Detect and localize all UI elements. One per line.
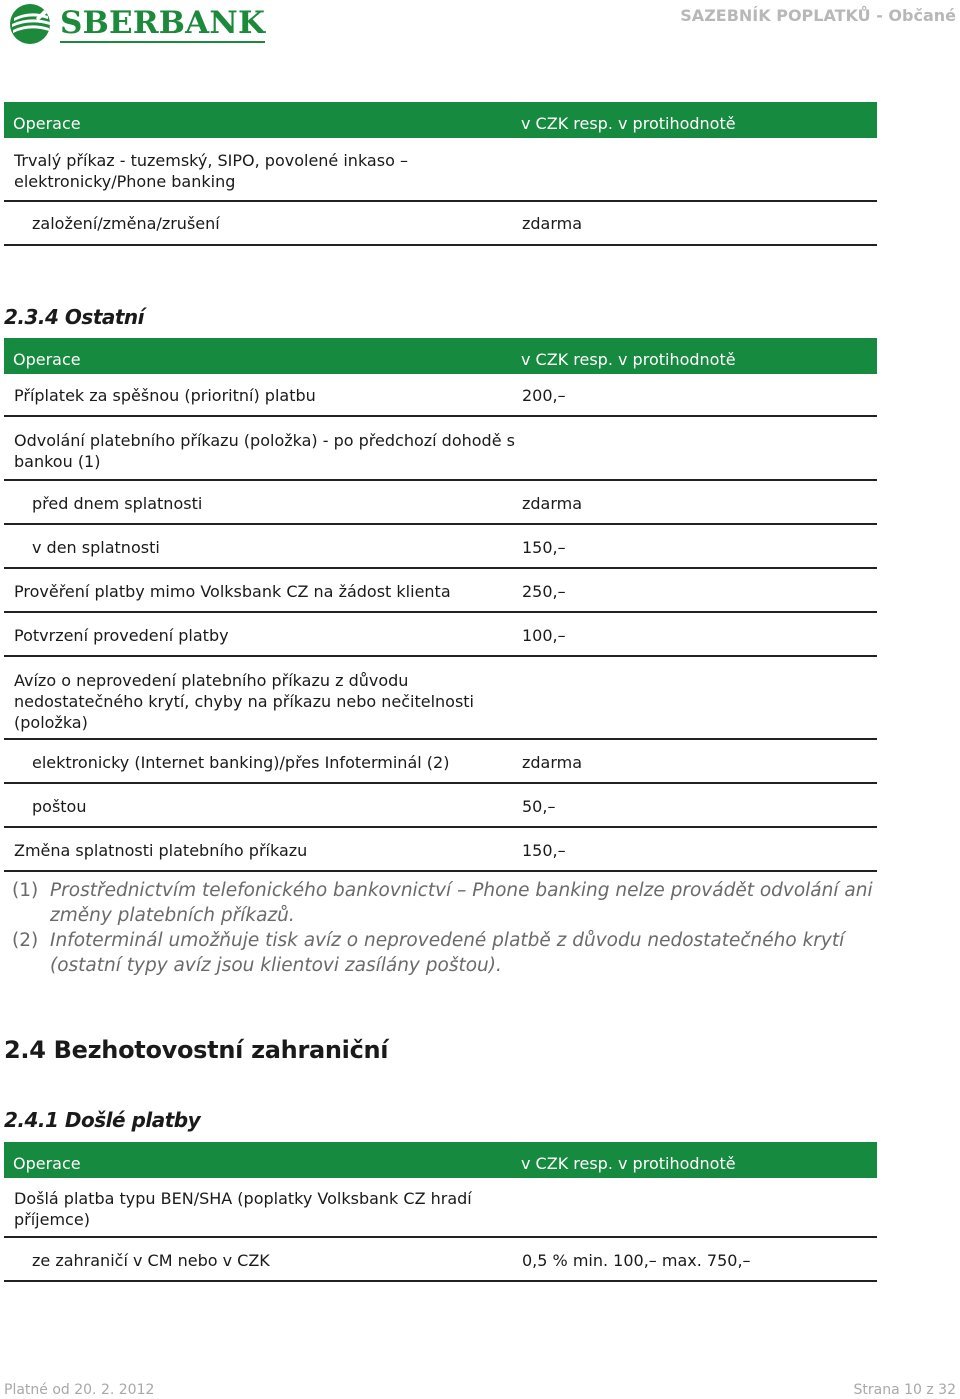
footnote bbox=[12, 928, 892, 978]
footnote-text: Prostřednictvím telefonického bankovnictví – Phone banking nelze provádět odvolání ani změny platebních příkazů. bbox=[50, 880, 873, 926]
row-label: Příplatek za spěšnou (prioritní) platbu bbox=[14, 386, 316, 405]
header-col-value: v CZK resp. v protihodnotě bbox=[521, 1154, 736, 1173]
brand-name: SBERBANK bbox=[60, 4, 266, 41]
row-label: Došlá platba typu BEN/SHA (poplatky Volksbank CZ hradí příjemce) bbox=[14, 1189, 472, 1229]
footnote-number: (2) bbox=[12, 930, 39, 951]
row-value: 100,– bbox=[522, 626, 566, 645]
row-value: 0,5 % min. 100,– max. 750,– bbox=[522, 1251, 751, 1270]
table-row bbox=[4, 202, 877, 246]
row-value: 250,– bbox=[522, 582, 566, 601]
table-header bbox=[4, 1142, 877, 1178]
footnotes bbox=[12, 878, 892, 978]
table-row bbox=[4, 138, 877, 202]
header-col-operation: Operace bbox=[13, 114, 81, 133]
row-label: Potvrzení provedení platby bbox=[14, 626, 229, 645]
row-label: elektronicky (Internet banking)/přes Infoterminál (2) bbox=[32, 753, 450, 772]
row-label: Prověření platby mimo Volksbank CZ na žádost klienta bbox=[14, 582, 451, 601]
valid-from: Platné od 20. 2. 2012 bbox=[4, 1382, 155, 1398]
row-label: v den splatnosti bbox=[32, 538, 160, 557]
table-row bbox=[4, 784, 877, 828]
table-row bbox=[4, 613, 877, 657]
document-title: SAZEBNÍK POPLATKŮ - Občané bbox=[680, 6, 956, 25]
row-label: Odvolání platebního příkazu (položka) - po předchozí dohodě s bankou (1) bbox=[14, 431, 515, 471]
row-label: založení/změna/zrušení bbox=[32, 214, 220, 233]
table-row bbox=[4, 569, 877, 613]
table-row bbox=[4, 481, 877, 525]
table-row bbox=[4, 525, 877, 569]
footnote bbox=[12, 878, 892, 928]
sberbank-logo-icon bbox=[8, 2, 52, 46]
row-label: před dnem splatnosti bbox=[32, 494, 203, 513]
table-row bbox=[4, 417, 877, 481]
header-col-operation: Operace bbox=[13, 1154, 81, 1173]
section-heading-2-3-4: 2.3.4 Ostatní bbox=[4, 305, 145, 329]
row-value: 150,– bbox=[522, 841, 566, 860]
row-label: ze zahraničí v CM nebo v CZK bbox=[32, 1251, 270, 1270]
footnote-number: (1) bbox=[12, 880, 39, 901]
row-value: 50,– bbox=[522, 797, 556, 816]
table-row bbox=[4, 657, 877, 740]
section-heading-2-4-1: 2.4.1 Došlé platby bbox=[4, 1108, 201, 1132]
header-col-value: v CZK resp. v protihodnotě bbox=[521, 114, 736, 133]
header-col-operation: Operace bbox=[13, 350, 81, 369]
footnote-text: Infoterminál umožňuje tisk avíz o neprovedené platbě z důvodu nedostatečného krytí (ostatní typy avíz jsou klientovi zasílány poštou). bbox=[50, 930, 845, 976]
header-col-value: v CZK resp. v protihodnotě bbox=[521, 350, 736, 369]
row-label: Avízo o neprovedení platebního příkazu z důvodu nedostatečného krytí, chyby na příkazu nebo nečitelnosti (položka) bbox=[14, 671, 474, 732]
table-row bbox=[4, 1178, 877, 1238]
table-row bbox=[4, 828, 877, 872]
row-value: zdarma bbox=[522, 214, 583, 233]
row-label: Trvalý příkaz - tuzemský, SIPO, povolené inkaso – elektronicky/Phone banking bbox=[14, 151, 408, 191]
table-header bbox=[4, 338, 877, 374]
row-label: poštou bbox=[32, 797, 87, 816]
row-label: Změna splatnosti platebního příkazu bbox=[14, 841, 308, 860]
row-value: zdarma bbox=[522, 494, 583, 513]
table-header bbox=[4, 102, 877, 138]
sberbank-logo bbox=[8, 2, 265, 46]
table-row bbox=[4, 1238, 877, 1282]
section-heading-2-4: 2.4 Bezhotovostní zahraniční bbox=[4, 1036, 389, 1064]
table-row bbox=[4, 740, 877, 784]
fees-table-other bbox=[4, 338, 877, 872]
row-value: 150,– bbox=[522, 538, 566, 557]
fees-table-incoming-payments bbox=[4, 1142, 877, 1282]
table-row bbox=[4, 374, 877, 417]
page-number: Strana 10 z 32 bbox=[853, 1382, 956, 1398]
row-value: 200,– bbox=[522, 386, 566, 405]
fees-table-standing-orders bbox=[4, 102, 877, 246]
row-value: zdarma bbox=[522, 753, 583, 772]
